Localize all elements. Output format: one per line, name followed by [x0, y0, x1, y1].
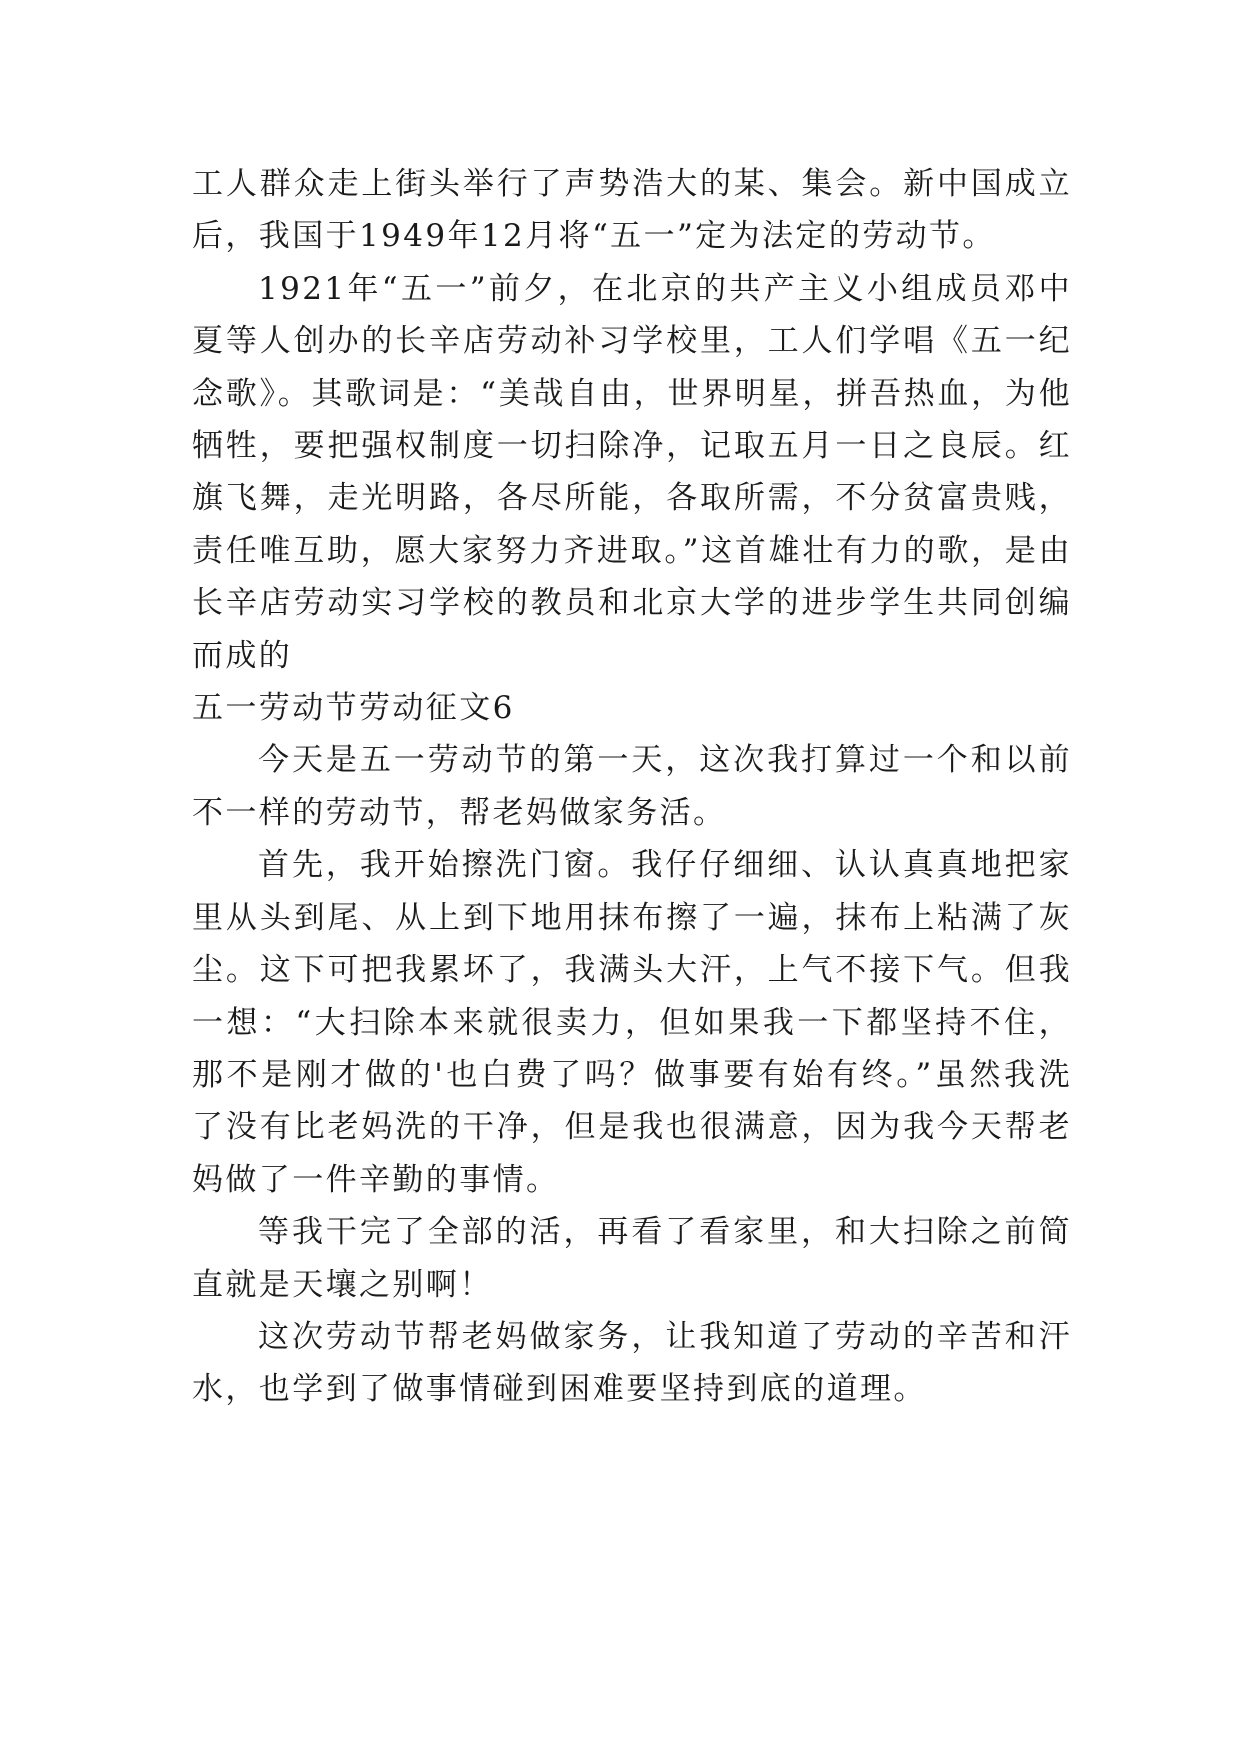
- section-heading: 五一劳动节劳动征文6: [192, 690, 515, 727]
- paragraph-1921-song: 1921年“五一”前夕，在北京的共产主义小组成员邓中夏等人创办的长辛店劳动补习学校里，工人们学唱《五一纪念歌》。其歌词是：“美哉自由，世界明星，拼吾热血，为他牺牲，要把强权制度一切扫除净，记取五月一日之良辰。红旗飞舞，走光明路，各尽所能，各取所需，不分贫富贵贱，责任唯互助，愿大家努力齐进取。”这首雄壮有力的歌，是由长辛店劳动实习学校的教员和北京大学的进步学生共同创编而成的: [192, 270, 1072, 674]
- paragraph-first-day: 今天是五一劳动节的第一天，这次我打算过一个和以前不一样的劳动节，帮老妈做家务活。: [192, 742, 1072, 831]
- paragraph-after-cleaning: 等我干完了全部的活，再看了看家里，和大扫除之前简直就是天壤之别啊！: [192, 1214, 1072, 1303]
- document-body: [192, 158, 1072, 1416]
- paragraph-intro-continuation: 工人群众走上街头举行了声势浩大的某、集会。新中国成立后，我国于1949年12月将“五一”定为法定的劳动节。: [192, 166, 1072, 255]
- paragraph-cleaning-windows: 首先，我开始擦洗门窗。我仔仔细细、认认真真地把家里从头到尾、从上到下地用抹布擦了一遍，抹布上粘满了灰尘。这下可把我累坏了，我满头大汗，上气不接下气。但我一想：“大扫除本来就很卖力，但如果我一下都坚持不住，那不是刚才做的'也白费了吗？做事要有始有终。”虽然我洗了没有比老妈洗的干净，但是我也很满意，因为我今天帮老妈做了一件辛勤的事情。: [192, 847, 1072, 1198]
- paragraph-conclusion: 这次劳动节帮老妈做家务，让我知道了劳动的辛苦和汗水，也学到了做事情碰到困难要坚持到底的道理。: [192, 1318, 1072, 1408]
